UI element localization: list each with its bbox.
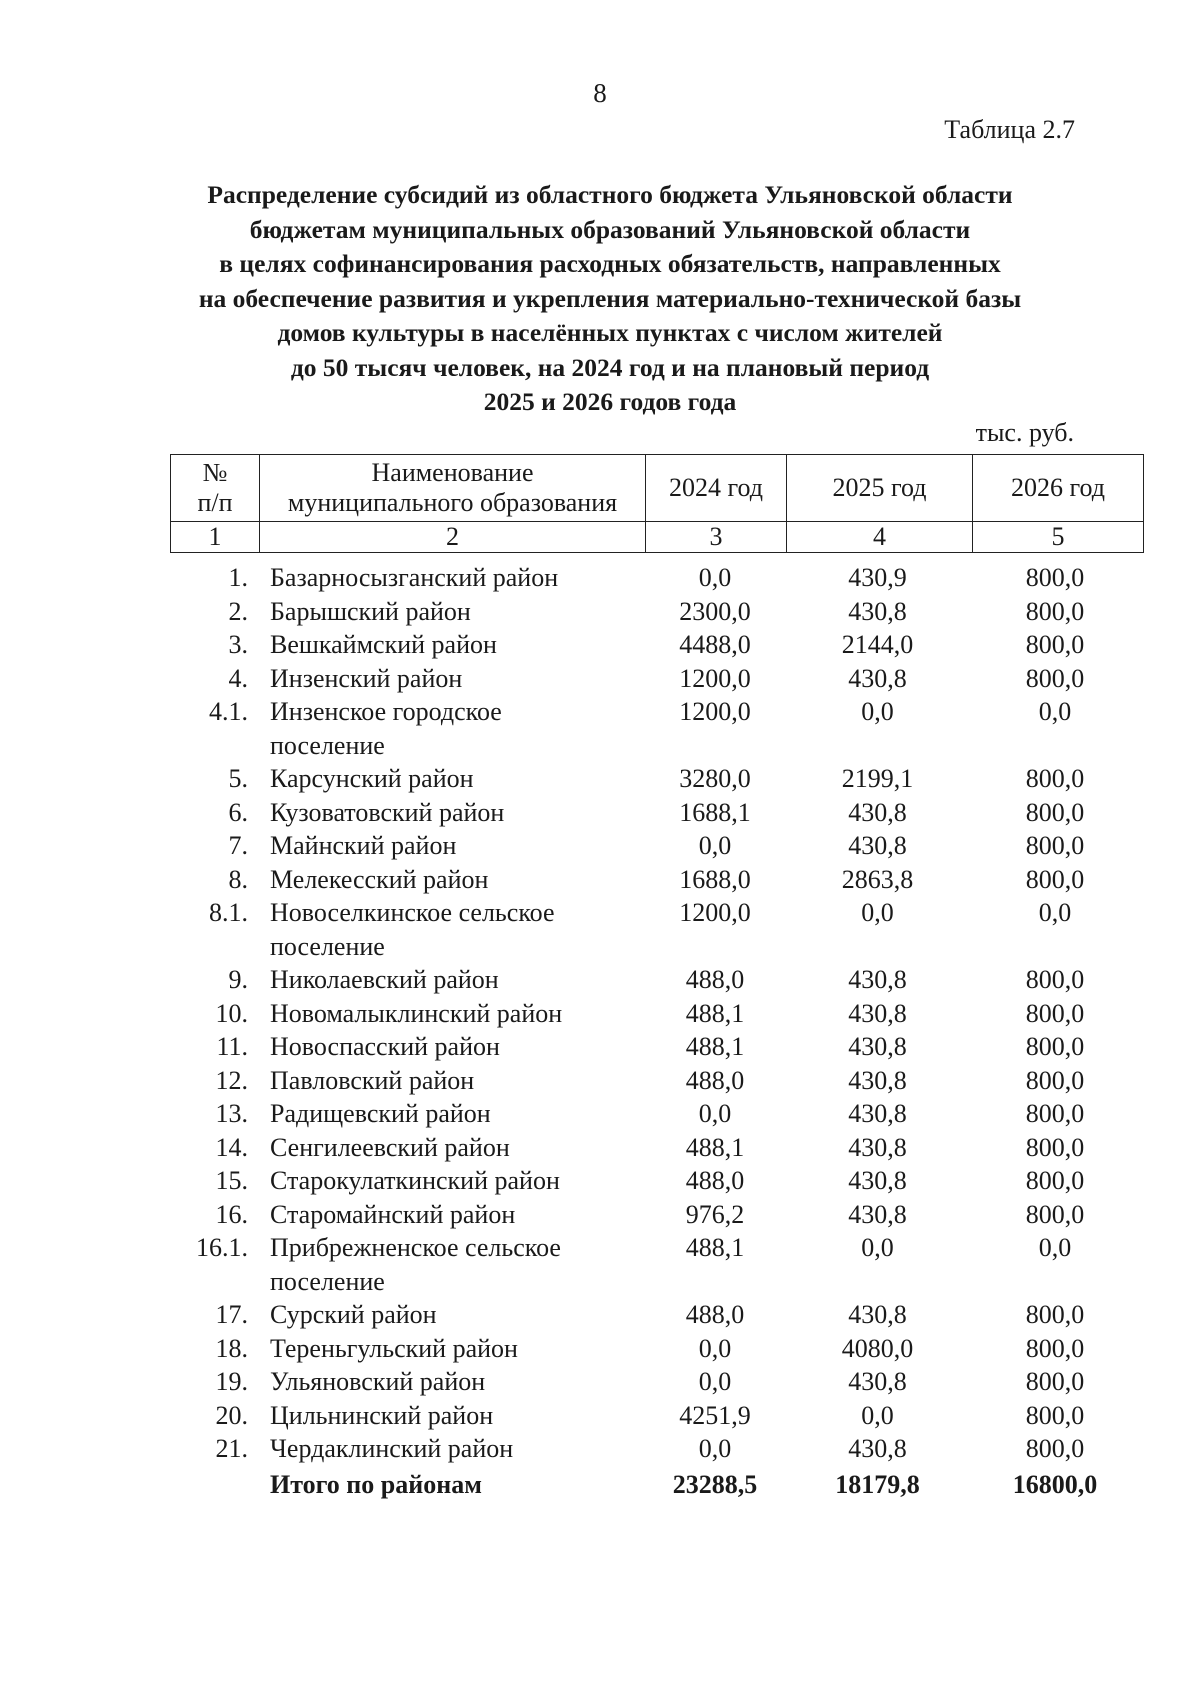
value-2025: 430,8 <box>848 1132 907 1162</box>
title-line: в целях софинансирования расходных обязательств, направленных <box>219 249 1001 278</box>
value-2024: 976,2 <box>685 1199 745 1229</box>
value-2024: 4251,9 <box>679 1400 751 1430</box>
value-2024: 0,0 <box>698 563 732 592</box>
table-row <box>170 829 1145 863</box>
row-number: 17. <box>215 1300 248 1329</box>
table-row <box>170 1064 1145 1098</box>
table-row <box>170 997 1145 1031</box>
row-number: 10. <box>215 998 248 1028</box>
value-2026: 800,0 <box>1025 596 1085 626</box>
row-name <box>260 1064 645 1098</box>
column-number: 2 <box>260 522 646 553</box>
table-row <box>170 662 1145 696</box>
value-2026: 800,0 <box>1025 797 1085 827</box>
row-name <box>260 1399 645 1433</box>
row-number: 16.1. <box>196 1233 248 1262</box>
row-name-line: Цильнинский район <box>270 1400 494 1430</box>
row-name-line: поселение <box>270 931 385 961</box>
row-name <box>260 1432 645 1466</box>
table-row <box>170 863 1145 897</box>
title-line: 2025 и 2026 годов года <box>483 387 737 416</box>
row-number: 13. <box>215 1099 248 1128</box>
value-2025: 430,8 <box>848 1032 907 1061</box>
title-line: домов культуры в населённых пунктах с числом жителей <box>277 318 943 347</box>
row-name-line: Новоспасский район <box>270 1032 500 1061</box>
value-2025: 430,8 <box>848 1434 907 1463</box>
table-row <box>170 1198 1145 1232</box>
row-name <box>260 1097 645 1131</box>
value-2024: 1688,1 <box>679 797 751 827</box>
value-2026: 800,0 <box>1025 1333 1085 1363</box>
row-name <box>260 896 645 963</box>
total-2026: 16800,0 <box>1012 1469 1098 1499</box>
value-2025: 430,8 <box>848 965 907 994</box>
row-name <box>260 695 645 762</box>
row-number: 4.1. <box>209 697 248 726</box>
value-2025: 2199,1 <box>841 764 914 793</box>
row-name-line: Новоселкинское сельское <box>270 898 555 927</box>
row-name-line: Сурский район <box>270 1300 437 1329</box>
row-name-line: Тереньгульский район <box>270 1333 518 1363</box>
header-2024: 2024 год <box>646 455 787 522</box>
total-number <box>170 1468 260 1502</box>
row-number: 15. <box>215 1166 248 1195</box>
row-name <box>260 963 645 997</box>
value-2026: 0,0 <box>1038 697 1072 726</box>
value-2024: 488,0 <box>685 1300 745 1329</box>
table-row <box>170 796 1145 830</box>
total-row <box>170 1468 1145 1502</box>
value-2026: 800,0 <box>1025 1199 1085 1229</box>
column-number: 1 <box>171 522 260 553</box>
value-2026: 800,0 <box>1025 965 1085 994</box>
row-name <box>260 1131 645 1165</box>
header-number <box>171 455 260 522</box>
row-name-line: Радищевский район <box>270 1099 491 1128</box>
row-number: 18. <box>215 1333 248 1363</box>
value-2025: 430,8 <box>848 1166 907 1195</box>
row-number: 20. <box>215 1400 248 1430</box>
table-row <box>170 1231 1145 1298</box>
value-2025: 430,8 <box>848 797 907 827</box>
value-2026: 800,0 <box>1025 1065 1085 1095</box>
table-row <box>170 1365 1145 1399</box>
table-row <box>170 595 1145 629</box>
value-2026: 800,0 <box>1025 1032 1085 1061</box>
row-number: 14. <box>215 1132 248 1162</box>
value-2024: 488,1 <box>685 1032 745 1061</box>
row-name-line: Кузоватовский район <box>270 797 505 827</box>
header-number-line2: п/п <box>197 488 233 517</box>
row-name-line: Прибрежненское сельское <box>270 1233 561 1262</box>
column-number: 3 <box>646 522 787 553</box>
header-number-line1: № <box>202 458 228 487</box>
value-2024: 0,0 <box>698 1434 732 1463</box>
table-row <box>170 628 1145 662</box>
value-2024: 488,0 <box>685 965 745 994</box>
value-2025: 4080,0 <box>841 1333 914 1363</box>
row-name <box>260 1231 645 1298</box>
row-name-line: Инзенское городское <box>270 697 502 726</box>
page-number: 8 <box>593 78 607 108</box>
title-line: на обеспечение развития и укрепления материально-технической базы <box>198 283 1022 313</box>
value-2025: 0,0 <box>861 1233 894 1262</box>
value-2025: 0,0 <box>861 697 894 726</box>
units-label: тыс. руб. <box>975 418 1074 447</box>
value-2026: 800,0 <box>1025 998 1085 1028</box>
value-2025: 430,8 <box>848 1099 907 1128</box>
row-number: 2. <box>228 596 248 626</box>
row-name-line: поселение <box>270 730 385 760</box>
row-name <box>260 595 645 629</box>
value-2026: 800,0 <box>1025 764 1085 793</box>
value-2024: 488,1 <box>685 998 745 1028</box>
value-2025: 430,8 <box>848 1065 907 1095</box>
row-name-line: Майнский район <box>270 831 457 860</box>
value-2025: 0,0 <box>861 898 894 927</box>
table-row <box>170 1298 1145 1332</box>
row-name-line: Инзенский район <box>270 663 463 693</box>
row-name-line: Базарносызганский район <box>270 563 559 592</box>
value-2025: 430,8 <box>848 1367 907 1396</box>
title-line: Распределение субсидий из областного бюджета Ульяновской области <box>207 180 1013 209</box>
row-number: 12. <box>215 1065 248 1095</box>
total-2025: 18179,8 <box>835 1469 920 1499</box>
row-name-line: Сенгилеевский район <box>270 1132 510 1162</box>
value-2026: 800,0 <box>1025 663 1085 693</box>
row-number: 16. <box>215 1199 248 1229</box>
row-number: 3. <box>228 630 248 659</box>
title-line: бюджетам муниципальных образований Ульяновской области <box>249 214 971 244</box>
row-name-line: Николаевский район <box>270 965 499 994</box>
table-row <box>170 561 1145 595</box>
column-number: 5 <box>973 522 1144 553</box>
value-2026: 800,0 <box>1025 1434 1085 1463</box>
row-number: 1. <box>228 563 248 592</box>
value-2025: 2863,8 <box>841 864 914 894</box>
value-2025: 430,8 <box>848 663 907 693</box>
title-line: до 50 тысяч человек, на 2024 год и на плановый период <box>290 352 930 382</box>
value-2026: 800,0 <box>1025 563 1085 592</box>
value-2026: 800,0 <box>1025 831 1085 860</box>
total-2024: 23288,5 <box>672 1469 758 1499</box>
row-name <box>260 1332 645 1366</box>
value-2025: 430,8 <box>848 596 907 626</box>
value-2026: 0,0 <box>1038 898 1072 927</box>
table-row <box>170 695 1145 762</box>
row-number: 6. <box>228 797 248 827</box>
table-row <box>170 762 1145 796</box>
value-2026: 800,0 <box>1025 1166 1085 1195</box>
table-title <box>150 178 1070 420</box>
row-name <box>260 863 645 897</box>
header-name-line1: Наименование <box>371 458 534 487</box>
value-2025: 430,8 <box>848 1199 907 1229</box>
value-2026: 800,0 <box>1025 1400 1085 1430</box>
row-name <box>260 829 645 863</box>
table-label: Таблица 2.7 <box>944 115 1075 144</box>
row-name-line: Новомалыклинский район <box>270 998 563 1028</box>
row-name <box>260 1298 645 1332</box>
row-number: 21. <box>215 1434 248 1463</box>
row-name <box>260 628 645 662</box>
row-name-line: Ульяновский район <box>270 1367 486 1396</box>
header-2025: 2025 год <box>787 455 973 522</box>
table-row <box>170 896 1145 963</box>
value-2024: 1200,0 <box>679 663 751 693</box>
row-name <box>260 796 645 830</box>
value-2025: 430,8 <box>848 1300 907 1329</box>
value-2026: 800,0 <box>1025 864 1085 894</box>
row-name-line: Павловский район <box>270 1065 475 1095</box>
value-2024: 488,0 <box>685 1065 745 1095</box>
value-2024: 0,0 <box>698 1099 732 1128</box>
table-row <box>170 1432 1145 1466</box>
table-row <box>170 1030 1145 1064</box>
table-row <box>170 1332 1145 1366</box>
value-2024: 2300,0 <box>679 596 751 626</box>
table-row <box>170 963 1145 997</box>
value-2025: 430,8 <box>848 831 907 860</box>
row-number: 8.1. <box>209 898 248 927</box>
row-name-line: поселение <box>270 1266 385 1296</box>
row-number: 5. <box>228 764 248 793</box>
row-number: 19. <box>215 1367 248 1396</box>
row-number: 11. <box>216 1032 248 1061</box>
row-name <box>260 561 645 595</box>
value-2026: 800,0 <box>1025 1099 1085 1128</box>
value-2024: 1200,0 <box>679 697 751 726</box>
header-name-line2: муниципального образования <box>287 488 618 517</box>
row-name <box>260 1030 645 1064</box>
row-name-line: Вешкаймский район <box>270 630 497 659</box>
value-2024: 4488,0 <box>679 630 751 659</box>
value-2025: 430,9 <box>848 563 907 592</box>
row-name-line: Карсунский район <box>270 764 474 793</box>
value-2026: 0,0 <box>1038 1233 1072 1262</box>
table-row <box>170 1097 1145 1131</box>
value-2026: 800,0 <box>1025 1132 1085 1162</box>
table-row <box>170 1399 1145 1433</box>
value-2024: 3280,0 <box>679 764 751 793</box>
value-2024: 1688,0 <box>679 864 751 894</box>
row-name <box>260 1365 645 1399</box>
value-2025: 430,8 <box>848 998 907 1028</box>
total-label: Итого по районам <box>270 1469 482 1499</box>
value-2025: 2144,0 <box>841 630 914 659</box>
row-name-line: Старокулаткинский район <box>270 1166 560 1195</box>
row-name-line: Старомайнский район <box>270 1199 516 1229</box>
value-2026: 800,0 <box>1025 630 1085 659</box>
row-number: 9. <box>228 965 248 994</box>
header-2026: 2026 год <box>973 455 1144 522</box>
value-2026: 800,0 <box>1025 1300 1085 1329</box>
row-name-line: Чердаклинский район <box>270 1434 514 1463</box>
table-row <box>170 1131 1145 1165</box>
row-name <box>260 762 645 796</box>
row-name <box>260 997 645 1031</box>
row-name <box>260 1198 645 1232</box>
header-name <box>260 455 646 522</box>
value-2024: 0,0 <box>698 1333 732 1363</box>
value-2024: 1200,0 <box>679 898 751 927</box>
value-2024: 488,1 <box>685 1132 745 1162</box>
value-2024: 488,0 <box>685 1166 745 1195</box>
table-body <box>170 561 1145 1501</box>
table-header <box>170 454 1144 553</box>
value-2026: 800,0 <box>1025 1367 1085 1396</box>
row-number: 8. <box>228 864 248 894</box>
table-row <box>170 1164 1145 1198</box>
value-2024: 488,1 <box>685 1233 745 1262</box>
value-2024: 0,0 <box>698 831 732 860</box>
row-name <box>260 662 645 696</box>
row-name-line: Барышский район <box>270 596 471 626</box>
row-name <box>260 1164 645 1198</box>
row-number: 7. <box>228 831 248 860</box>
row-number: 4. <box>228 663 248 693</box>
value-2025: 0,0 <box>861 1400 894 1430</box>
row-name-line: Мелекесский район <box>270 864 489 894</box>
column-number: 4 <box>787 522 973 553</box>
value-2024: 0,0 <box>698 1367 732 1396</box>
